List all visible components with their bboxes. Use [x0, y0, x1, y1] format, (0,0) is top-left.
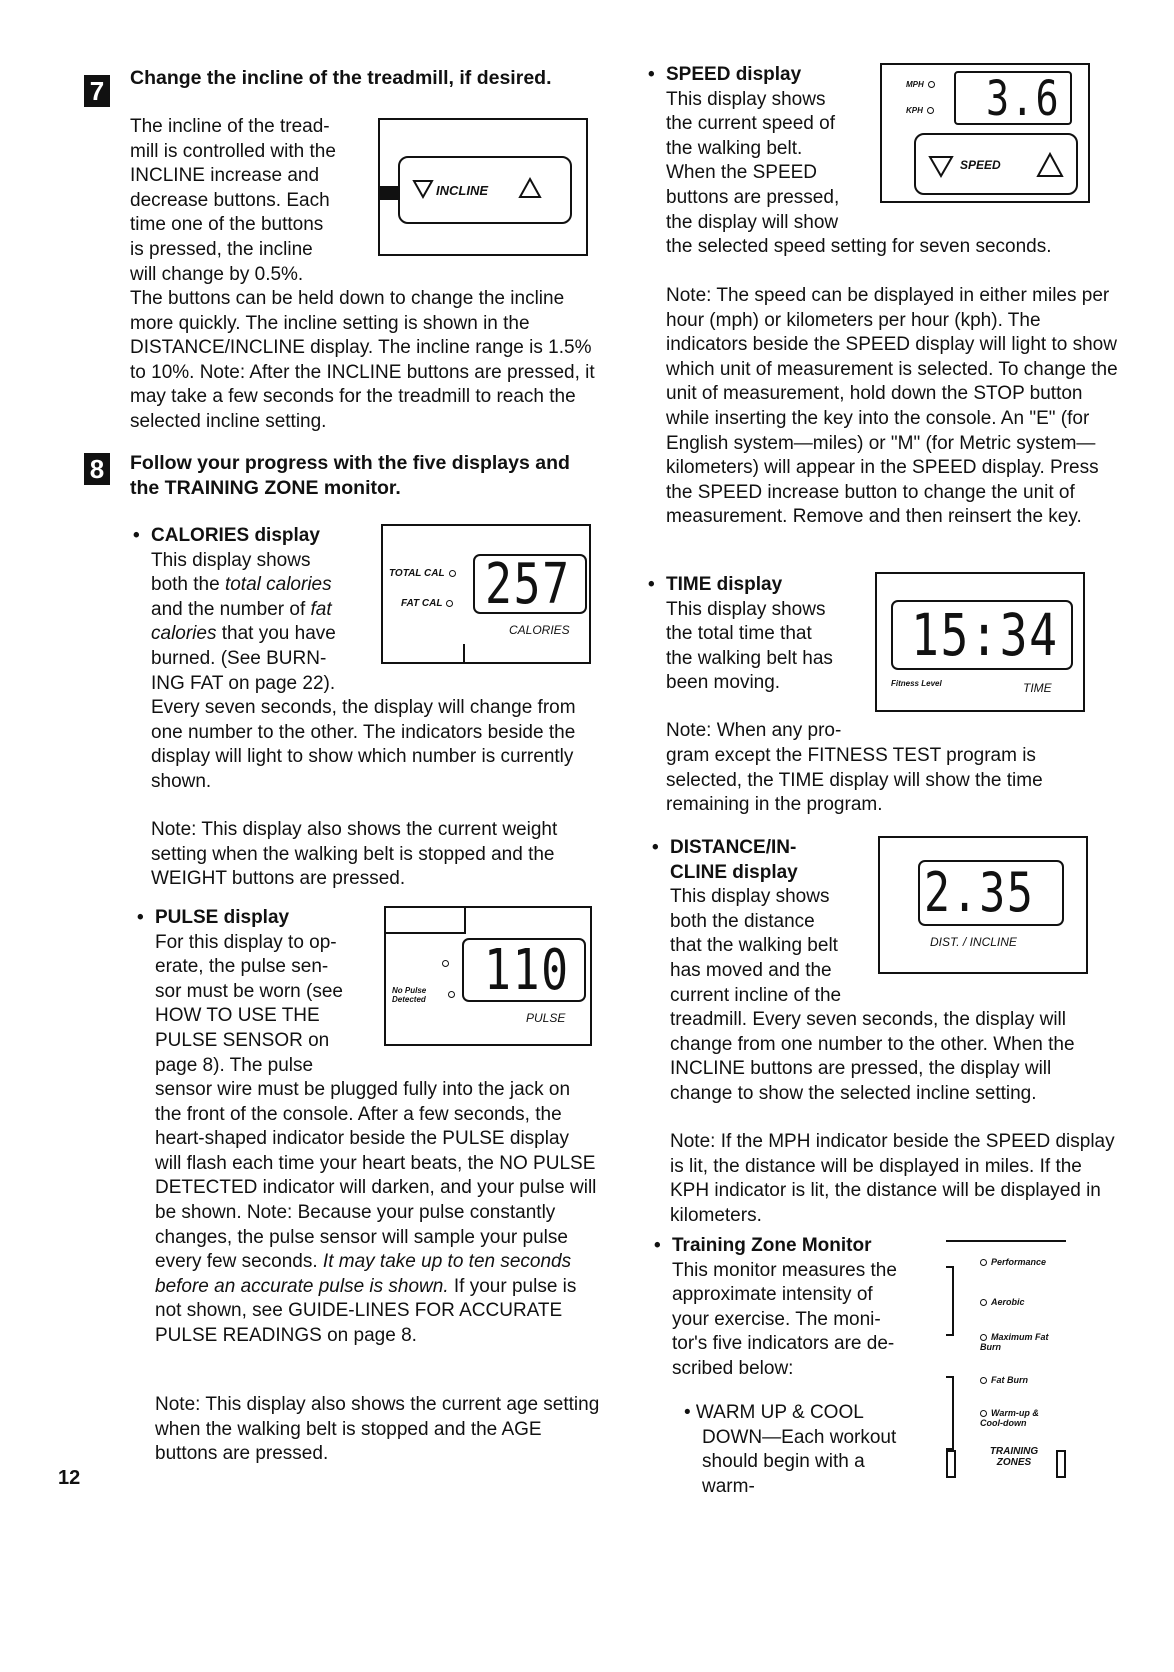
calories-wrap-line: burned. (See BURN-	[151, 647, 327, 669]
calories-wrap-line	[151, 622, 371, 647]
heart-indicator	[438, 958, 449, 970]
indicator-label: FAT CAL	[401, 598, 443, 609]
calories-display-figure	[381, 524, 591, 664]
pulse-wrap-line: erate, the pulse sen-	[155, 956, 329, 978]
pulse-label: PULSE	[526, 1011, 566, 1025]
step-8-heading-line: the TRAINING ZONE monitor.	[130, 476, 401, 499]
pulse-note: Note: This display also shows the current age setting when the walking belt is stopped and the AGE buttons are pressed.	[155, 1394, 600, 1465]
time-wrap-line: the total time that	[666, 623, 812, 645]
triangle-down-icon	[412, 178, 434, 200]
speed-value: 3.6	[986, 71, 1061, 127]
speed-button-label: SPEED	[960, 158, 1001, 172]
distance-note: Note: If the MPH indicator beside the SPEED display is lit, the distance will be displayed in miles. If the KPH indicator is lit, the distance will be displayed in kilometers.	[670, 1131, 1115, 1226]
time-note: gram except the FITNESS TEST program is selected, the TIME display will show the time remaining in the program.	[666, 745, 1043, 816]
speed-wrap-line: buttons are pressed,	[666, 186, 840, 208]
time-wrap-line: been moving.	[666, 672, 781, 694]
zone-bracket-bottom	[946, 1450, 956, 1478]
calories-note: Note: This display also shows the current weight setting when the walking belt is stopped and the WEIGHT buttons are pressed.	[151, 819, 558, 890]
incline-button	[398, 156, 572, 224]
zone-maximum-fat-burn	[980, 1332, 1060, 1352]
zone-label: Warm-up & Cool-down	[980, 1408, 1039, 1428]
zone-label: Aerobic	[991, 1297, 1025, 1307]
indicator-label: MPH	[906, 80, 924, 89]
calories-title: CALORIES display	[151, 525, 320, 546]
zone-label: Performance	[991, 1257, 1047, 1267]
no-pulse-dot-icon	[448, 991, 455, 998]
step-7-wrap-line: decrease buttons. Each	[130, 189, 330, 211]
step-7-heading: Change the incline of the treadmill, if desired.	[130, 67, 552, 89]
indicator-dot-icon	[928, 81, 935, 88]
training-wrap-line: approximate intensity of	[672, 1284, 873, 1306]
step-7-body: The buttons can be held down to change the incline more quickly. The incline setting is shown in the DISTANCE/INCLINE display. The incline range is 1.5% to 10%. Note: After the INCLINE buttons are pressed, it may take a few seconds for the treadmill to reach the selected incline setting.	[130, 288, 595, 432]
zone-dot-icon	[980, 1410, 987, 1417]
total-cal-indicator	[389, 568, 456, 580]
triangle-down-icon	[928, 153, 954, 179]
pulse-value: 110	[484, 938, 570, 1003]
step-7-wrap-line: The incline of the tread-	[130, 116, 330, 137]
training-wrap-line: your exercise. The moni-	[672, 1308, 881, 1330]
text-run: sensor wire must be plugged fully into the jack on the front of the console. After a few seconds, the heart-shaped indicator beside the PULSE display will flash each time your heart beats, the NO PULSE DETECTED indicator will darken, and your pulse will be shown. Note: Because your pulse constantly changes, the pulse sensor will sample your pulse every few seconds.	[155, 1079, 597, 1273]
step-7-badge: 7	[84, 75, 110, 107]
warm-up-line: should begin with a warm-	[702, 1451, 865, 1497]
training-title: Training Zone Monitor	[672, 1235, 872, 1256]
indicator-dot-icon	[449, 570, 456, 577]
training-zones-label: TRAINING ZONES	[989, 1446, 1039, 1468]
distance-wrap-line: has moved and the	[670, 959, 832, 981]
zone-label: Fat Burn	[991, 1375, 1028, 1385]
distance-title: DISTANCE/IN-	[670, 837, 797, 858]
distance-label: DIST. / INCLINE	[930, 935, 1017, 949]
calories-wrap-line: ING FAT on page 22).	[151, 672, 336, 694]
incline-button-label: INCLINE	[436, 183, 488, 198]
pulse-wrap-line: page 8). The pulse	[155, 1054, 314, 1076]
time-wrap-line: the walking belt has	[666, 647, 833, 669]
time-value: 15:34	[911, 601, 1059, 669]
speed-button	[914, 133, 1078, 195]
calories-wrap-line	[151, 598, 371, 623]
indicator-label: No Pulse Detected	[392, 986, 427, 1004]
step-7-wrap-line: INCLINE increase and	[130, 165, 320, 187]
emphasis-text: calories	[151, 623, 217, 645]
warm-up-line: DOWN—Each workout	[702, 1426, 897, 1448]
calories-lcd	[473, 552, 587, 617]
time-section: • TIME display This display shows the total time that the walking belt has been moving.	[666, 573, 866, 696]
time-display-figure	[875, 572, 1085, 712]
kph-indicator	[906, 105, 934, 117]
fitness-level-indicator: Fitness Level	[891, 679, 942, 688]
mph-indicator	[906, 79, 935, 91]
speed-wrap-line: the walking belt.	[666, 137, 803, 159]
training-section: • Training Zone Monitor This monitor measures the approximate intensity of your exercise. The moni- tor's five indicators are de- scribed below:	[672, 1234, 912, 1382]
pulse-wrap-line: PULSE SENSOR on	[155, 1029, 330, 1051]
training-wrap-line: scribed below:	[672, 1357, 794, 1379]
speed-wrap-line: the display will show	[666, 211, 839, 233]
time-label: TIME	[1023, 681, 1052, 695]
time-note-line1: Note: When any pro-	[666, 720, 842, 741]
text-run: both the	[151, 574, 225, 596]
distance-title-line2: CLINE display	[670, 861, 798, 883]
text-run: and the number of	[151, 598, 311, 620]
zone-warm-up-cool-down	[980, 1408, 1060, 1428]
step-7-wrap-line: is pressed, the incline	[130, 238, 313, 260]
distance-section: • DISTANCE/IN- CLINE display This display shows both the distance that the walking belt has moved and the current incline of the	[670, 836, 870, 1008]
warm-up-line: • WARM UP & COOL	[684, 1402, 864, 1423]
step-7-wrap-line: will change by 0.5%.	[130, 263, 304, 285]
indicator-dot-icon	[927, 107, 934, 114]
triangle-up-icon	[1036, 151, 1064, 179]
heart-indicator-dot-icon	[442, 960, 449, 967]
zone-dot-icon	[980, 1259, 987, 1266]
calories-value: 257	[485, 552, 571, 617]
speed-lcd	[954, 71, 1072, 125]
training-zones-figure	[946, 1240, 1068, 1478]
speed-wrap-line: the current speed of	[666, 113, 835, 135]
zone-bracket-upper	[946, 1266, 954, 1336]
warm-up-subsection	[684, 1401, 914, 1499]
step-7-wrap-line: time one of the buttons	[130, 214, 324, 236]
fat-cal-indicator	[401, 598, 453, 610]
page-number: 12	[58, 1467, 81, 1489]
zone-dot-icon	[980, 1334, 987, 1341]
pulse-title: PULSE display	[155, 907, 290, 928]
calories-wrap-line: This display shows	[151, 549, 311, 571]
speed-wrap-full: the selected speed setting for seven seconds.	[666, 236, 1052, 257]
speed-note: Note: The speed can be displayed in either miles per hour (mph) or kilometers per hour (kph). The indicators beside the SPEED display will light to show which unit of measurement is selected. To change the unit of measurement, hold down the STOP button while inserting the key into the console. An "E" (for English system—miles) or "M" (for Metric system—kilometers) will appear in the SPEED display. Press the SPEED increase button to change the unit of measurement. Remove and then reinsert the key.	[666, 285, 1118, 528]
calories-body: Every seven seconds, the display will change from one number to the other. The indicators beside the display will light to show which number is currently shown.	[151, 697, 576, 792]
incline-panel-edge	[378, 186, 398, 200]
calories-wrap-line	[151, 573, 371, 598]
indicator-label: KPH	[906, 106, 923, 115]
training-wrap-line: tor's five indicators are de-	[672, 1333, 895, 1355]
no-pulse-indicator	[392, 986, 442, 1004]
pulse-wrap-line: For this display to op-	[155, 931, 337, 953]
zone-label: Maximum Fat Burn	[980, 1332, 1049, 1352]
speed-wrap-line: When the SPEED	[666, 162, 818, 184]
distance-body: treadmill. Every seven seconds, the display will change from one number to the other. When the INCLINE buttons are pressed, the display will change to show the selected incline setting.	[670, 1009, 1075, 1104]
calories-label: CALORIES	[509, 623, 570, 637]
step-8-heading	[130, 451, 570, 500]
pulse-lcd	[462, 938, 586, 1002]
step-8-heading-line: Follow your progress with the five displays and	[130, 452, 570, 474]
pulse-body	[155, 1078, 600, 1349]
speed-wrap-line: This display shows	[666, 88, 826, 110]
time-wrap-line: This display shows	[666, 598, 826, 620]
step-7-wrap-line: mill is controlled with the	[130, 140, 336, 162]
time-lcd	[891, 600, 1073, 670]
triangle-up-icon	[518, 176, 542, 200]
zone-dot-icon	[980, 1377, 987, 1384]
emphasis-text: total calories	[224, 574, 332, 596]
distance-value: 2.35	[924, 861, 1035, 924]
incline-button-figure	[378, 118, 588, 256]
zone-aerobic	[980, 1296, 1025, 1308]
speed-section: • SPEED display This display shows the current speed of the walking belt. When the SPEED buttons are pressed, the display will show	[666, 63, 886, 235]
pulse-wrap-line: sor must be worn (see	[155, 980, 343, 1002]
pulse-section: • PULSE display For this display to op- erate, the pulse sen- sor must be worn (see HOW TO USE THE PULSE SENSOR on page 8). The pulse	[155, 906, 375, 1078]
distance-display-figure	[878, 836, 1088, 974]
zone-dot-icon	[980, 1299, 987, 1306]
zone-performance	[980, 1256, 1046, 1268]
time-title: TIME display	[666, 574, 783, 595]
step-7-wrap-text	[130, 115, 370, 287]
step-8-badge: 8	[84, 453, 110, 485]
pulse-display-figure	[384, 906, 592, 1046]
zone-bracket-right	[1056, 1450, 1066, 1478]
distance-wrap-line: both the distance	[670, 910, 815, 932]
emphasis-text: It may take up to ten seconds before an accurate pulse is shown.	[155, 1251, 572, 1297]
calories-section: • CALORIES display This display shows both the total calories and the number of fat calories that you have burned. (See BURN- ING FAT on page 22).	[151, 524, 371, 696]
pulse-wrap-line: HOW TO USE THE	[155, 1005, 320, 1027]
emphasis-text: fat	[310, 598, 332, 620]
distance-wrap-line: that the walking belt	[670, 935, 838, 957]
speed-display-figure	[880, 63, 1090, 203]
zone-fat-burn	[980, 1374, 1028, 1386]
indicator-dot-icon	[446, 600, 453, 607]
zone-bracket-middle	[946, 1376, 954, 1450]
training-wrap-line: This monitor measures the	[672, 1259, 897, 1281]
distance-wrap-line: current incline of the	[670, 984, 842, 1006]
indicator-label: TOTAL CAL	[389, 568, 445, 579]
text-run: If your pulse is not shown, see GUIDE-LINES FOR ACCURATE PULSE READINGS on page 8.	[155, 1275, 577, 1346]
distance-lcd	[918, 860, 1064, 926]
text-run: that you have	[216, 623, 336, 645]
speed-title: SPEED display	[666, 64, 802, 85]
distance-wrap-line: This display shows	[670, 886, 830, 908]
